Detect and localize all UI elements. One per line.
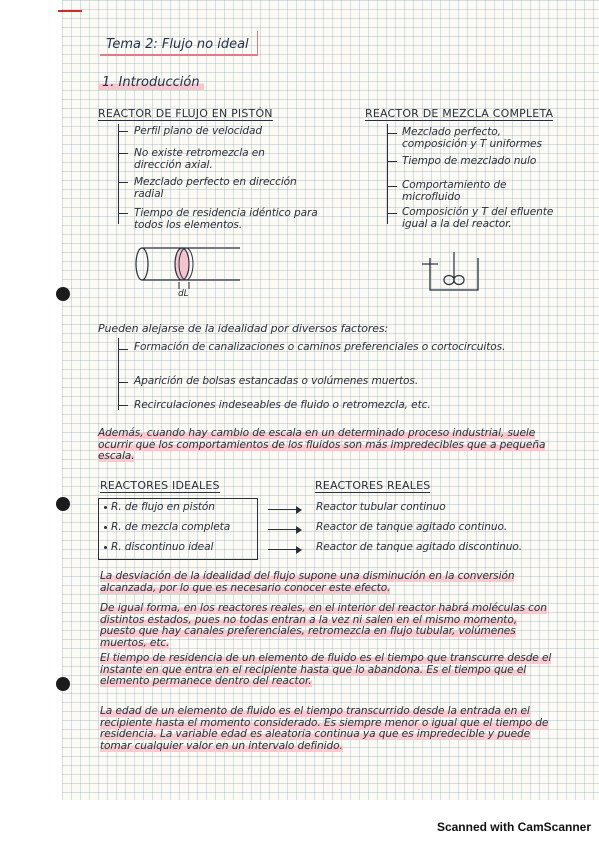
- dl-label: dL: [178, 289, 189, 299]
- ideal-reactor-row: [104, 502, 215, 514]
- paragraph-text: La edad de un elemento de fluido es el tiempo transcurrido desde la entrada en el recipiente hasta el momento considerado. Es siempre menor o igual que el tiempo de residencia. La variable edad es aleatoria continua ya que es impredecible y puede tomar cualquier valor en un intervalo definido.: [100, 705, 549, 752]
- ideal-reactor-label: R. discontinuo ideal: [111, 541, 214, 553]
- stirred-tank-diagram: [418, 248, 488, 296]
- deviation-intro: Pueden alejarse de la idealidad por diversos factores:: [98, 322, 389, 335]
- real-column-header: REACTORES REALES: [315, 479, 431, 492]
- arrow-icon: [268, 509, 300, 510]
- piston-bracket: [118, 124, 119, 224]
- arrow-icon: [268, 549, 300, 550]
- real-reactor-label: Reactor tubular continuo: [316, 501, 446, 513]
- scale-paragraph: [98, 428, 548, 463]
- bracket-tick: [118, 405, 128, 406]
- real-reactor-label: Reactor de tanque agitado discontinuo.: [316, 541, 523, 553]
- ideal-reactor-row: [104, 522, 230, 534]
- binder-hole: [56, 677, 70, 691]
- mezcla-heading: REACTOR DE MEZCLA COMPLETA: [365, 107, 554, 120]
- real-reactor-label: Reactor de tanque agitado continuo.: [316, 521, 508, 533]
- paragraph-text: La desviación de la idealidad del flujo supone una disminución en la conversión alcanzada, por lo que es necesario conocer este efecto.: [100, 570, 515, 594]
- bullet-dot: [104, 506, 107, 509]
- bracket-tick: [118, 382, 128, 383]
- plug-flow-tube-diagram: [132, 240, 252, 302]
- paragraph-text: De igual forma, en los reactores reales, en el interior del reactor habrá moléculas con distintos estados, pues no todas entran a la vez ni salen en el mismo momento, puesto que hay canales preferenciales, retromezcla en flujo tubular, volúmenes muertos, etc.: [100, 602, 547, 649]
- deviation-item: Recirculaciones indeseables de fluido o retromezcla, etc.: [134, 399, 431, 411]
- arrow-icon: [268, 529, 300, 530]
- bracket-tick: [118, 182, 128, 183]
- bracket-tick: [387, 161, 397, 162]
- paragraph-conversion: [100, 571, 540, 594]
- deviation-item: Aparición de bolsas estancadas o volúmenes muertos.: [134, 375, 419, 387]
- piston-heading: REACTOR DE FLUJO EN PISTÓN: [98, 107, 273, 120]
- bullet-dot: [104, 526, 107, 529]
- piston-item: Tiempo de residencia idéntico para todos los elementos.: [134, 207, 318, 231]
- bracket-tick: [118, 131, 128, 132]
- deviation-item: Formación de canalizaciones o caminos preferenciales o cortocircuitos.: [134, 341, 506, 353]
- mezcla-item: Composición y T del efluente igual a la del reactor.: [402, 206, 554, 230]
- piston-item: Mezclado perfecto en dirección radial: [134, 176, 297, 200]
- mezcla-bracket: [387, 124, 388, 224]
- binder-hole: [56, 287, 70, 301]
- ideal-reactor-label: R. de flujo en pistón: [111, 501, 215, 513]
- bracket-tick: [387, 213, 397, 214]
- ideal-reactor-row: [104, 542, 213, 554]
- paragraph-text: El tiempo de residencia de un elemento de fluido es el tiempo que transcurre desde el instante en que entra en el recipiente hasta que lo abandona. Es el tiempo que el elemento permanece dentro del reactor.: [100, 652, 552, 687]
- bracket-tick: [118, 213, 128, 214]
- title-box: [100, 31, 258, 56]
- paragraph-real-reactors: [100, 603, 550, 649]
- bracket-tick: [387, 133, 397, 134]
- mezcla-item: Comportamiento de microfluido: [402, 179, 507, 203]
- bullet-dot: [104, 546, 107, 549]
- bracket-tick: [387, 186, 397, 187]
- scanner-watermark: Scanned with CamScanner: [436, 820, 591, 834]
- paragraph-age: [100, 706, 550, 752]
- binder-hole: [56, 497, 70, 511]
- piston-item: No existe retromezcla en dirección axial.: [134, 147, 265, 171]
- section-heading: 1. Introducción: [98, 75, 204, 90]
- mezcla-item: Tiempo de mezclado nulo: [402, 155, 537, 167]
- bracket-tick: [118, 349, 128, 350]
- mezcla-item: Mezclado perfecto, composición y T uniformes: [402, 126, 542, 150]
- scale-paragraph-text: Además, cuando hay cambio de escala en un determinado proceso industrial, suele ocurrir que los comportamientos de los fluidos son más impredecibles que a pequeña escala.: [98, 427, 546, 462]
- top-margin-mark: [58, 10, 82, 12]
- bracket-tick: [118, 153, 128, 154]
- paragraph-residence-time: [100, 653, 570, 688]
- page-title: Tema 2: Flujo no ideal: [106, 37, 249, 52]
- piston-item: Perfil plano de velocidad: [134, 125, 262, 137]
- ideal-reactor-label: R. de mezcla completa: [111, 521, 231, 533]
- ideal-column-header: REACTORES IDEALES: [100, 479, 220, 492]
